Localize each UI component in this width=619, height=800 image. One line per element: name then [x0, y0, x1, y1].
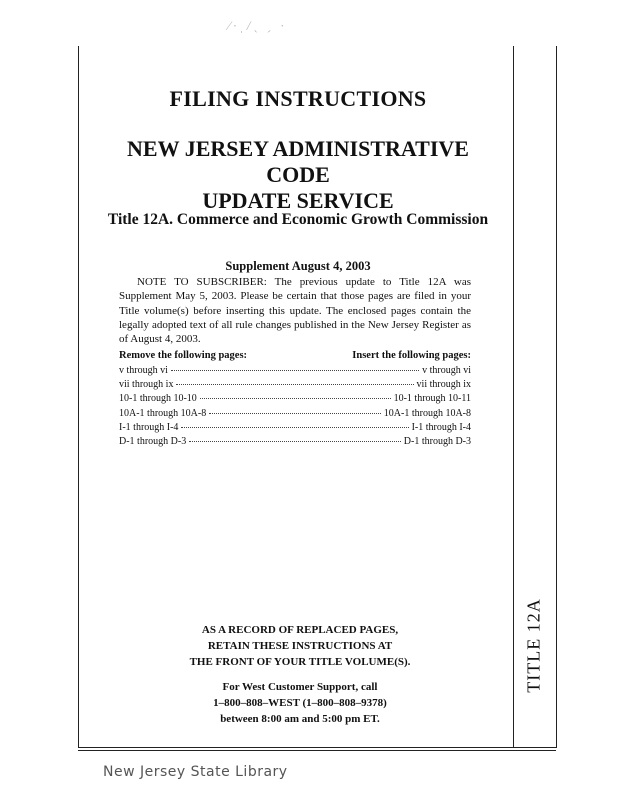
remove-column-header: Remove the following pages: [119, 350, 248, 361]
insert-pages: 10-1 through 10-11 [393, 393, 471, 405]
insert-pages: D-1 through D-3 [403, 435, 471, 447]
insert-pages: v through vi [422, 365, 471, 376]
title-tab-label: TITLE 12A [523, 597, 544, 693]
table-row [119, 379, 471, 393]
table-row [119, 436, 471, 450]
support-phone: 1–800–808–WEST (1–800–808–9378) [213, 697, 387, 709]
support-line1: For West Customer Support, call [222, 681, 378, 693]
dot-leader [200, 398, 391, 399]
library-stamp: New Jersey State Library [103, 764, 288, 780]
record-line3: THE FRONT OF YOUR TITLE VOLUME(S). [189, 656, 411, 668]
frame-double-rule [78, 750, 556, 751]
handwritten-mark: ⁄·ˌ/ˎ ˏ · [228, 18, 287, 33]
remove-pages: 10A-1 through 10A-8 [119, 407, 207, 419]
remove-pages: 10-1 through 10-10 [119, 393, 197, 405]
insert-pages: vii through ix [416, 379, 471, 391]
insert-pages: I-1 through I-4 [411, 421, 471, 433]
insert-pages: 10A-1 through 10A-8 [383, 407, 471, 419]
supplement-date: Supplement August 4, 2003 [225, 259, 371, 273]
insert-column-header: Insert the following pages: [352, 350, 471, 361]
table-row [119, 408, 471, 422]
title-tab [513, 590, 555, 700]
page-title: FILING INSTRUCTIONS [169, 86, 427, 111]
remove-pages: v through vi [119, 365, 168, 376]
remove-pages: vii through ix [119, 379, 174, 391]
table-row [119, 422, 471, 436]
title-heading: Title 12A. Commerce and Economic Growth Commission [107, 211, 489, 228]
subscriber-note-text: NOTE TO SUBSCRIBER: The previous update to Title 12A was Supplement May 5, 2003. Please be certain that those pages are filed in your Title volume(s) before inserting this update. The enclosed pages contain the legally adopted text of all rule changes published in the New Jersey Register as of August 4, 2003. [119, 276, 471, 346]
customer-support [150, 679, 450, 727]
dot-leader [209, 413, 381, 414]
dot-leader [189, 441, 401, 442]
code-heading-line2: UPDATE SERVICE [202, 188, 394, 213]
pages-table-header [119, 350, 471, 361]
code-heading [96, 136, 500, 214]
table-row [119, 365, 471, 379]
dot-leader [171, 370, 419, 371]
table-row [119, 393, 471, 407]
code-heading-line1: NEW JERSEY ADMINISTRATIVE CODE [127, 136, 469, 187]
subscriber-note [119, 275, 471, 346]
dot-leader [176, 384, 413, 385]
record-line1: AS A RECORD OF REPLACED PAGES, [201, 624, 399, 636]
record-line2: RETAIN THESE INSTRUCTIONS AT [207, 640, 393, 652]
remove-pages: I-1 through I-4 [119, 421, 179, 433]
dot-leader [181, 427, 408, 428]
support-hours: between 8:00 am and 5:00 pm ET. [220, 713, 380, 725]
record-instructions [150, 622, 450, 670]
remove-pages: D-1 through D-3 [119, 435, 187, 447]
pages-table [119, 365, 471, 450]
